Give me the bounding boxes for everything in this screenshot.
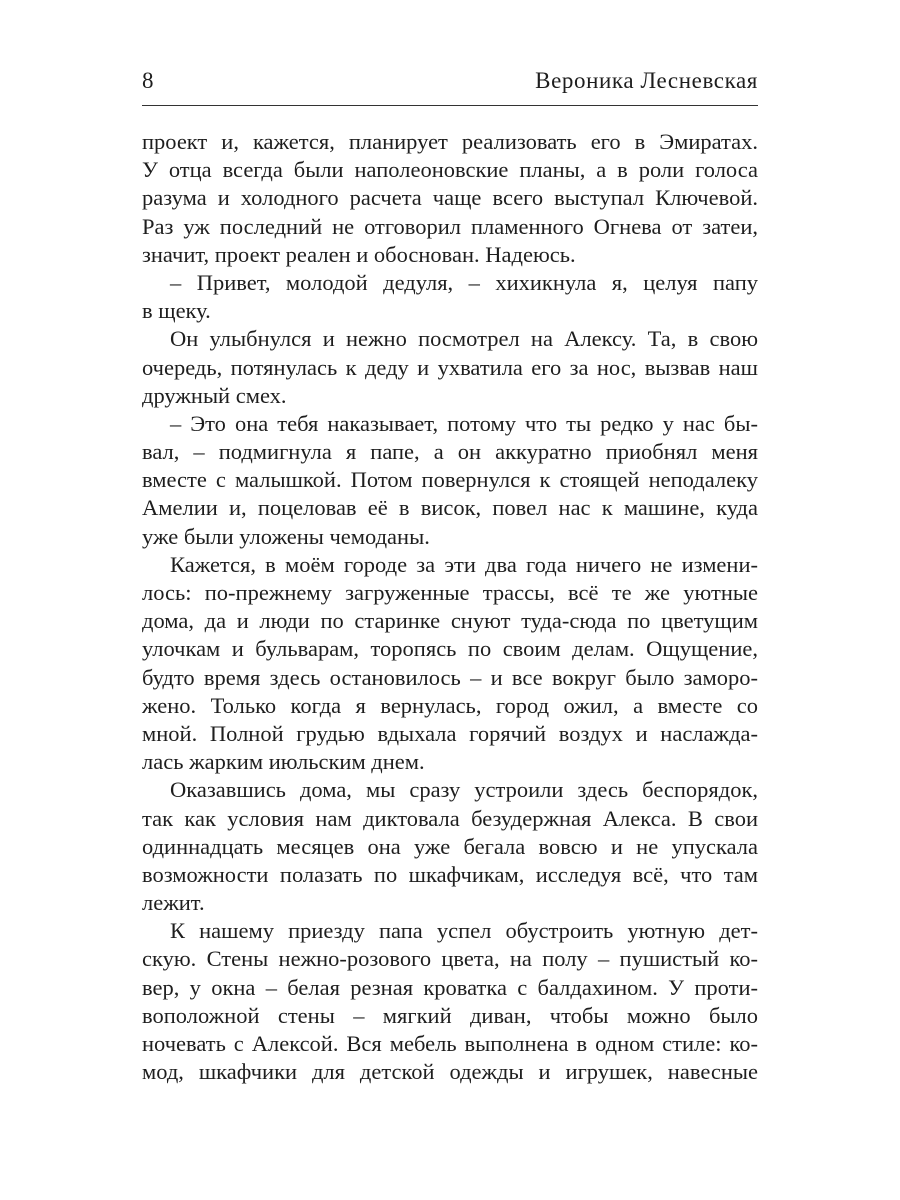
page-header	[142, 64, 758, 94]
text-line: Раз уж последний не отговорил пламенного Огнева от затеи,	[142, 213, 758, 239]
text-line: дома, да и люди по старинке снуют туда-сюда по цветущим	[142, 608, 758, 634]
text-line: воположной стены – мягкий диван, чтобы можно было	[142, 1002, 758, 1028]
text-line: Он улыбнулся и нежно посмотрел на Алексу. Та, в свою	[170, 326, 758, 352]
text-line: очередь, потянулась к деду и ухватила его за нос, вызвав наш	[142, 354, 758, 380]
paragraph	[142, 776, 758, 917]
paragraph	[142, 410, 758, 551]
text-line: дружный смех.	[142, 382, 287, 408]
text-line: вер, у окна – белая резная кроватка с балдахином. У проти-	[142, 974, 758, 1000]
text-line: мной. Полной грудью вдыхала горячий воздух и наслажда-	[142, 720, 758, 746]
text-line: улочкам и бульварам, торопясь по своим делам. Ощущение,	[142, 636, 758, 662]
header-rule	[142, 105, 758, 106]
text-line: лось: по-прежнему загруженные трассы, всё те же уютные	[142, 580, 758, 605]
text-line: так как условия нам диктовала безудержная Алекса. В свои	[142, 805, 758, 831]
text-line: разума и холодного расчета чаще всего выступал Ключевой.	[142, 185, 758, 211]
text-line: К нашему приезду папа успел обустроить уютную дет-	[170, 918, 758, 944]
text-line: – Это она тебя наказывает, потому что ты редко у нас бы-	[170, 410, 758, 436]
text-line: значит, проект реален и обоснован. Надеюсь.	[142, 241, 576, 267]
text-line: – Привет, молодой дедуля, – хихикнула я, целуя папу	[170, 269, 758, 295]
text-line: вал, – подмигнула я папе, а он аккуратно приобнял меня	[142, 439, 758, 465]
text-line: Оказавшись дома, мы сразу устроили здесь беспорядок,	[170, 777, 758, 803]
paragraph	[142, 269, 758, 325]
paragraph	[142, 128, 758, 269]
text-line: Амелии и, поцеловав её в висок, повел нас к машине, куда	[142, 495, 758, 521]
text-line: в щеку.	[142, 298, 211, 324]
paragraph	[142, 917, 758, 1086]
text-line: будто время здесь остановилось – и все вокруг было заморо-	[142, 664, 758, 690]
text-line: вместе с малышкой. Потом повернулся к стоящей неподалеку	[142, 467, 758, 493]
text-line: жено. Только когда я вернулась, город ожил, а вместе со	[142, 692, 758, 718]
running-title-author: Вероника Лесневская	[535, 68, 758, 93]
text-line: уже были уложены чемоданы.	[142, 523, 430, 549]
text-line: ночевать с Алексой. Вся мебель выполнена в одном стиле: ко-	[142, 1031, 758, 1056]
text-line: проект и, кажется, планирует реализовать его в Эмиратах.	[142, 129, 758, 154]
paragraph	[142, 551, 758, 777]
text-line: мод, шкафчики для детской одежды и игрушек, навесные	[142, 1059, 758, 1085]
body-text	[142, 128, 758, 1086]
text-line: скую. Стены нежно-розового цвета, на полу – пушистый ко-	[142, 946, 758, 972]
page-number: 8	[142, 68, 154, 93]
text-line: лась жарким июльским днем.	[142, 749, 425, 775]
text-line: У отца всегда были наполеоновские планы, а в роли голоса	[142, 157, 758, 183]
text-line: одиннадцать месяцев она уже бегала вовсю и не упускала	[142, 833, 758, 859]
text-line: Кажется, в моём городе за эти два года ничего не измени-	[170, 551, 758, 577]
text-line: возможности полазать по шкафчикам, исследуя всё, что там	[142, 861, 758, 887]
paragraph	[142, 325, 758, 410]
text-line: лежит.	[142, 890, 205, 916]
